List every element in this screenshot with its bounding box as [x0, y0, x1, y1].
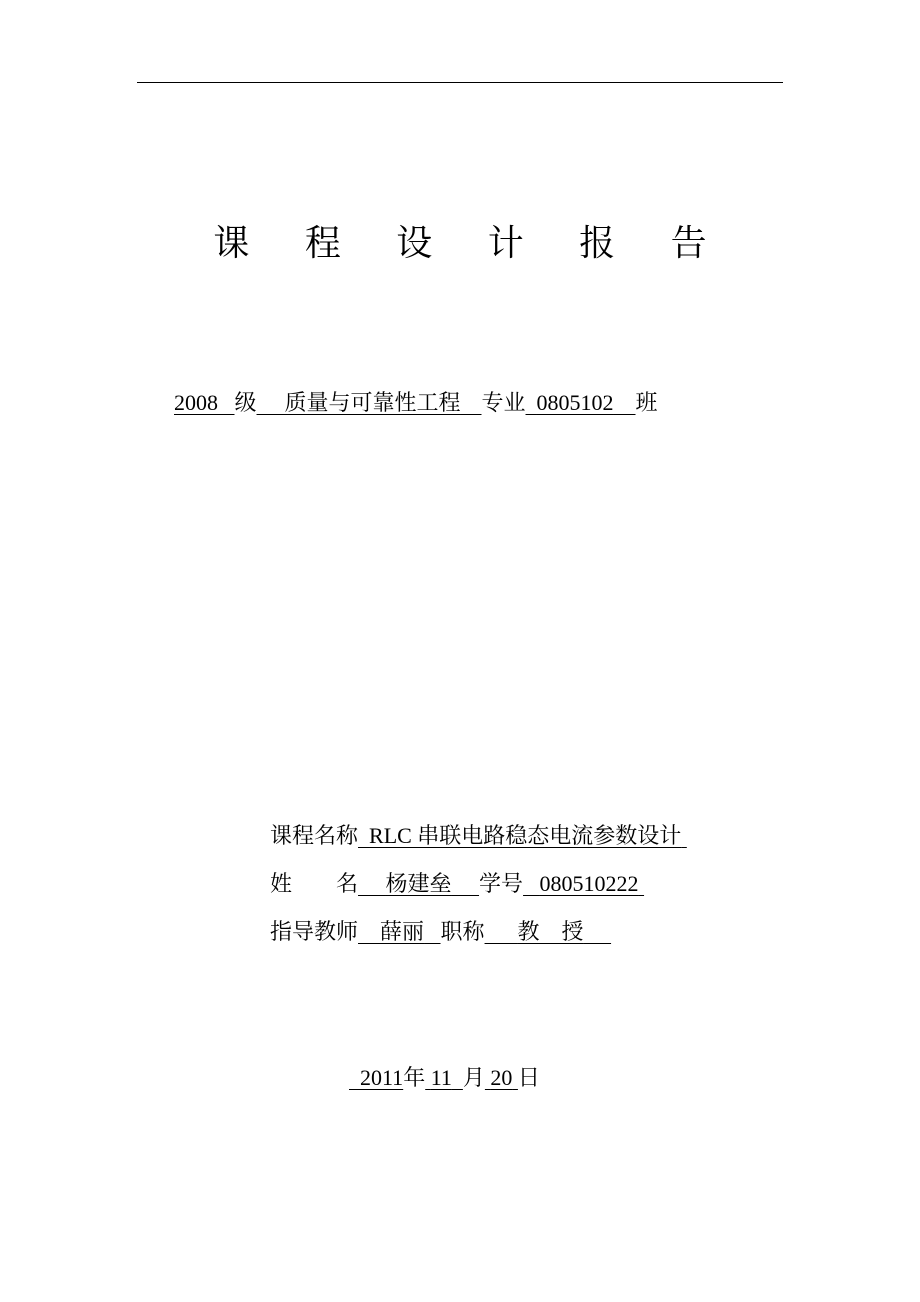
date-month-unit: 月	[462, 1066, 485, 1091]
course-label: 课程名称	[270, 824, 359, 849]
date-month-field	[425, 1065, 463, 1090]
title-value: 教 授	[517, 919, 584, 944]
advisor-name: 薛丽	[380, 919, 425, 944]
name-value: 杨建垒	[385, 871, 452, 896]
student-line	[270, 869, 644, 900]
major-suffix: 专业	[481, 391, 526, 416]
year-suffix: 级	[234, 391, 257, 416]
major-value: 质量与可靠性工程	[284, 391, 461, 416]
course-value: RLC 串联电路稳态电流参数设计	[369, 823, 682, 848]
advisor-label: 指导教师	[270, 920, 359, 945]
major-field	[257, 391, 482, 416]
year-value: 2008	[174, 390, 218, 415]
class-suffix: 班	[635, 391, 658, 416]
date-day-unit: 日	[517, 1066, 540, 1091]
date-year-field	[349, 1065, 403, 1090]
date-line	[349, 1063, 540, 1094]
student-id-label: 学号	[479, 872, 524, 897]
date-month: 11	[430, 1065, 452, 1090]
header-rule	[137, 82, 783, 83]
class-no-field	[526, 390, 636, 415]
class-info-line	[174, 388, 658, 419]
advisor-field	[358, 919, 441, 944]
student-id-value: 080510222	[539, 871, 639, 896]
title-label: 职称	[440, 920, 485, 945]
course-field	[358, 823, 687, 848]
student-id-field	[523, 871, 644, 896]
date-year: 2011	[360, 1065, 404, 1090]
name-label: 姓 名	[270, 872, 359, 897]
date-year-unit: 年	[403, 1066, 426, 1091]
title-field	[485, 919, 612, 944]
advisor-line	[270, 917, 611, 948]
year-field	[174, 390, 235, 415]
report-title: 课 程 设 计 报 告	[213, 223, 729, 264]
name-field	[358, 871, 479, 896]
date-day: 20	[490, 1065, 513, 1090]
date-day-field	[485, 1065, 518, 1090]
class-no-value: 0805102	[536, 390, 614, 415]
course-name-line	[270, 821, 687, 852]
